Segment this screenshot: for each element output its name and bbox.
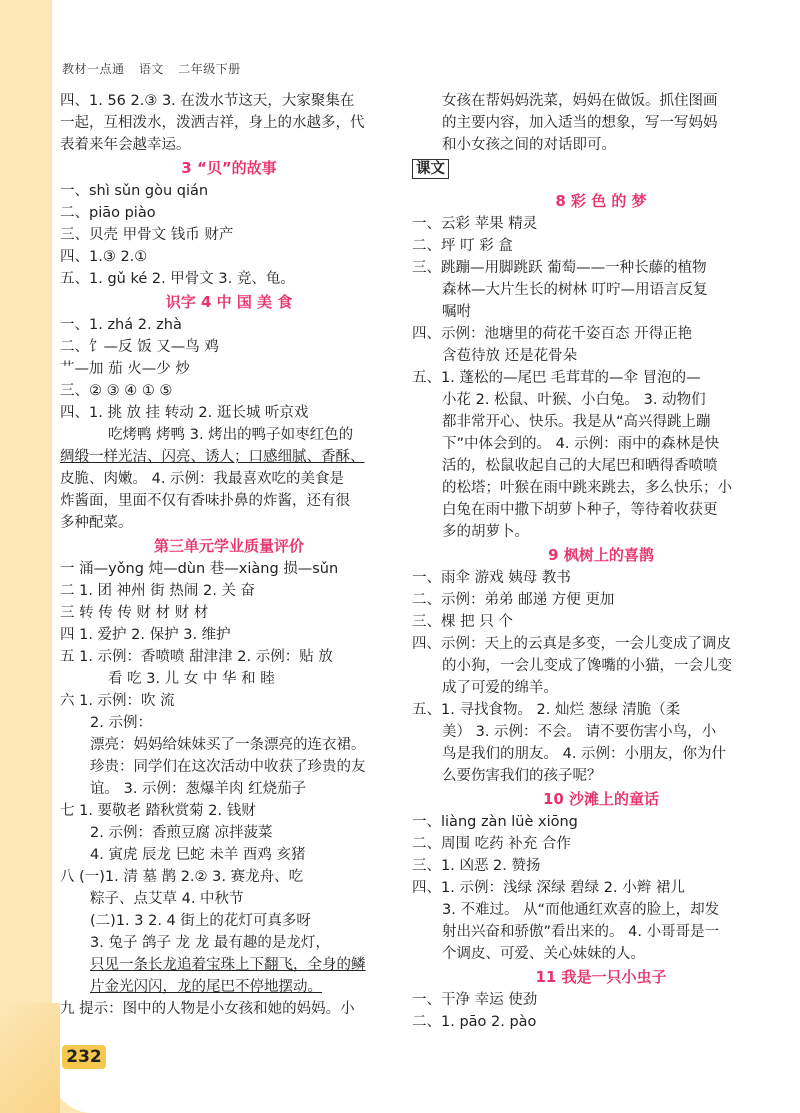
answer-line: 只见一条长龙追着宝珠上下翻飞，全身的鳞 [90,957,366,973]
answer-line: 多的胡萝卜。 [442,524,529,540]
section-title: 8 彩 色 的 梦 [555,192,647,210]
answer-line: 3. 兔子 鸽子 龙 龙 最有趣的是龙灯， [90,935,330,951]
section-title: 识字 4 中 国 美 食 [165,293,293,311]
section-title: 10 沙滩上的童话 [542,790,660,808]
page-number: 232 [62,1045,106,1069]
answer-line: 二 1. 团 神州 街 热闹 2. 关 奋 [60,583,256,599]
answer-line: 四、1. 挑 放 挂 转动 2. 逛长城 听京戏 [60,405,309,421]
answer-line: 下”中体会到的。 4. 示例：雨中的森林是快 [442,436,720,452]
answer-line: 二、饣—反 饭 又—鸟 鸡 [60,339,219,355]
answer-line: 四、1.③ 2.① [60,249,148,265]
answer-line: 2. 示例： [90,715,152,731]
book-title: 教材一点通 [62,62,125,76]
answer-line: 五、1. 寻找食物。 2. 灿烂 葱绿 清脆（柔 [412,702,681,718]
answer-line: 珍贵：同学们在这次活动中收获了珍贵的友 [90,759,366,775]
answer-line: 的主要内容，加入适当的想象，写一写妈妈 [442,115,718,131]
answer-line: 炸酱面，里面不仅有香味扑鼻的炸酱，还有很 [60,493,350,509]
section-title: 9 枫树上的喜鹊 [548,546,654,564]
answer-line: 的小狗，一会儿变成了馋嘴的小猫，一会儿变 [442,658,732,674]
answer-line: 的松塔；叶猴在雨中跳来跳去，多么快乐；小 [442,480,732,496]
answer-line: 看 吃 3. 儿 女 中 华 和 睦 [108,671,275,687]
section-title: 第三单元学业质量评价 [153,537,304,555]
answer-line: 三、跳蹦—用脚跳跃 葡萄——一种长藤的植物 [412,260,707,276]
subject-label: 语文 [138,62,164,76]
answer-line: 二、周围 吃药 补充 合作 [412,836,571,852]
answer-line: 九 提示：图中的人物是小女孩和她的妈妈。小 [60,1001,355,1017]
answer-line: 漂亮：妈妈给妹妹买了一条漂亮的连衣裙。 [90,737,366,753]
answer-line: 七 1. 要敬老 踏秋赏菊 2. 钱财 [60,803,256,819]
answer-line: 二、示例：弟弟 邮递 方便 更加 [412,592,615,608]
answer-line: 绸缎一样光洁、闪亮、诱人；口感细腻、香酥、 [60,449,365,465]
answer-line: 白兔在雨中撒下胡萝卜种子，等待着收获更 [442,502,718,518]
section-title: 11 我是一只小虫子 [535,968,667,986]
answer-line: 鸟是我们的朋友。 4. 示例：小朋友，你为什 [442,746,727,762]
answer-line: 二、1. pāo 2. pào [412,1014,537,1030]
answer-line: 四、示例：池塘里的荷花千姿百态 开得正艳 [412,326,693,342]
answer-line: 射出兴奋和骄傲”看出来的。 4. 小哥哥是一 [442,924,720,940]
answer-line: 森林—大片生长的树林 叮咛—用语言反复 [442,282,708,298]
answer-line: 三、棵 把 只 个 [412,614,513,630]
grade-label: 二年级下册 [178,62,241,76]
answer-line: 二、坪 叮 彩 盒 [412,238,513,254]
answer-line: 个调皮、可爱、关心妹妹的人。 [442,946,645,962]
answer-line: 二、piāo piào [60,205,156,221]
answer-line: 皮脆、肉嫩。 4. 示例：我最喜欢吃的美食是 [60,471,345,487]
answer-line: 都非常开心、快乐。我是从“高兴得跳上蹦 [442,414,711,430]
right-column [412,90,790,1033]
answer-line: 么要伤害我们的孩子呢？ [442,768,602,784]
answer-line: (二)1. 3 2. 4 街上的花灯可真多呀 [90,913,311,929]
answer-line: 女孩在帮妈妈洗菜，妈妈在做饭。抓住图画 [442,93,718,109]
page-header [62,60,251,77]
answer-line: 四、1. 56 2.③ 3. 在泼水节这天，大家聚集在 [60,93,355,109]
answer-line: 美） 3. 示例：不会。 请不要伤害小鸟，小 [442,724,717,740]
section-title: 3 “贝”的故事 [181,159,277,177]
answer-line: 粽子、点艾草 4. 中秋节 [90,891,244,907]
answer-line: 一、干净 幸运 使劲 [412,992,538,1008]
answer-line: 四、1. 示例：浅绿 深绿 碧绿 2. 小辫 裙儿 [412,880,685,896]
answer-line: 四 1. 爱护 2. 保护 3. 维护 [60,627,231,643]
answer-line: 活的，松鼠收起自己的大尾巴和晒得香喷喷 [442,458,718,474]
answer-line: 八 (一)1. 清 墓 鹊 2.② 3. 赛龙舟、吃 [60,869,304,885]
answer-line: 一、雨伞 游戏 姨母 教书 [412,570,571,586]
answer-line: 4. 寅虎 辰龙 巳蛇 未羊 酉鸡 亥猪 [90,847,306,863]
answer-line: 嘱咐 [442,304,471,320]
left-column [60,90,398,1020]
answer-line: 吃烤鸭 烤鸭 3. 烤出的鸭子如枣红色的 [108,427,354,443]
answer-line: 片金光闪闪，龙的尾巴不停地摆动。 [90,979,322,995]
answer-line: 艹—加 茄 火—少 炒 [60,361,190,377]
answer-line: 3. 不难过。 从“而他通红欢喜的脸上，却发 [442,902,720,918]
answer-line: 表着来年会越幸运。 [60,137,191,153]
answer-line: 和小女孩之间的对话即可。 [442,137,616,153]
section-tag: 课文 [412,159,449,179]
answer-line: 2. 示例：香煎豆腐 凉拌菠菜 [90,825,273,841]
answer-line: 三、② ③ ④ ① ⑤ [60,383,173,399]
answer-line: 三、1. 凶恶 2. 赞扬 [412,858,541,874]
answer-line: 成了可爱的绵羊。 [442,680,558,696]
answer-line: 三 转 传 传 财 材 财 材 [60,605,209,621]
answer-line: 三、贝壳 甲骨文 钱币 财产 [60,227,234,243]
answer-line: 一、云彩 苹果 精灵 [412,216,538,232]
answer-line: 一、1. zhá 2. zhà [60,317,182,333]
answer-line: 一、shì sǔn gòu qián [60,183,209,199]
answer-line: 多种配菜。 [60,515,133,531]
page-corner [0,1003,60,1113]
answer-line: 五、1. gǔ ké 2. 甲骨文 3. 竞、龟。 [60,271,295,287]
answer-line: 六 1. 示例：吹 流 [60,693,175,709]
answer-line: 四、示例：天上的云真是多变，一会儿变成了调皮 [412,636,731,652]
answer-line: 小花 2. 松鼠、叶猴、小白兔。 3. 动物们 [442,392,706,408]
answer-line: 一 涌—yǒng 炖—dùn 巷—xiàng 损—sǔn [60,561,339,577]
answer-line: 一、liàng zàn lüè xiōng [412,814,578,830]
answer-line: 谊。 3. 示例：葱爆羊肉 红烧茄子 [90,781,307,797]
answer-line: 一起，互相泼水，泼洒吉祥，身上的水越多，代 [60,115,365,131]
answer-line: 含苞待放 还是花骨朵 [442,348,578,364]
answer-line: 五 1. 示例：香喷喷 甜津津 2. 示例：贴 放 [60,649,333,665]
answer-line: 五、1. 蓬松的—尾巴 毛茸茸的—伞 冒泡的— [412,370,701,386]
